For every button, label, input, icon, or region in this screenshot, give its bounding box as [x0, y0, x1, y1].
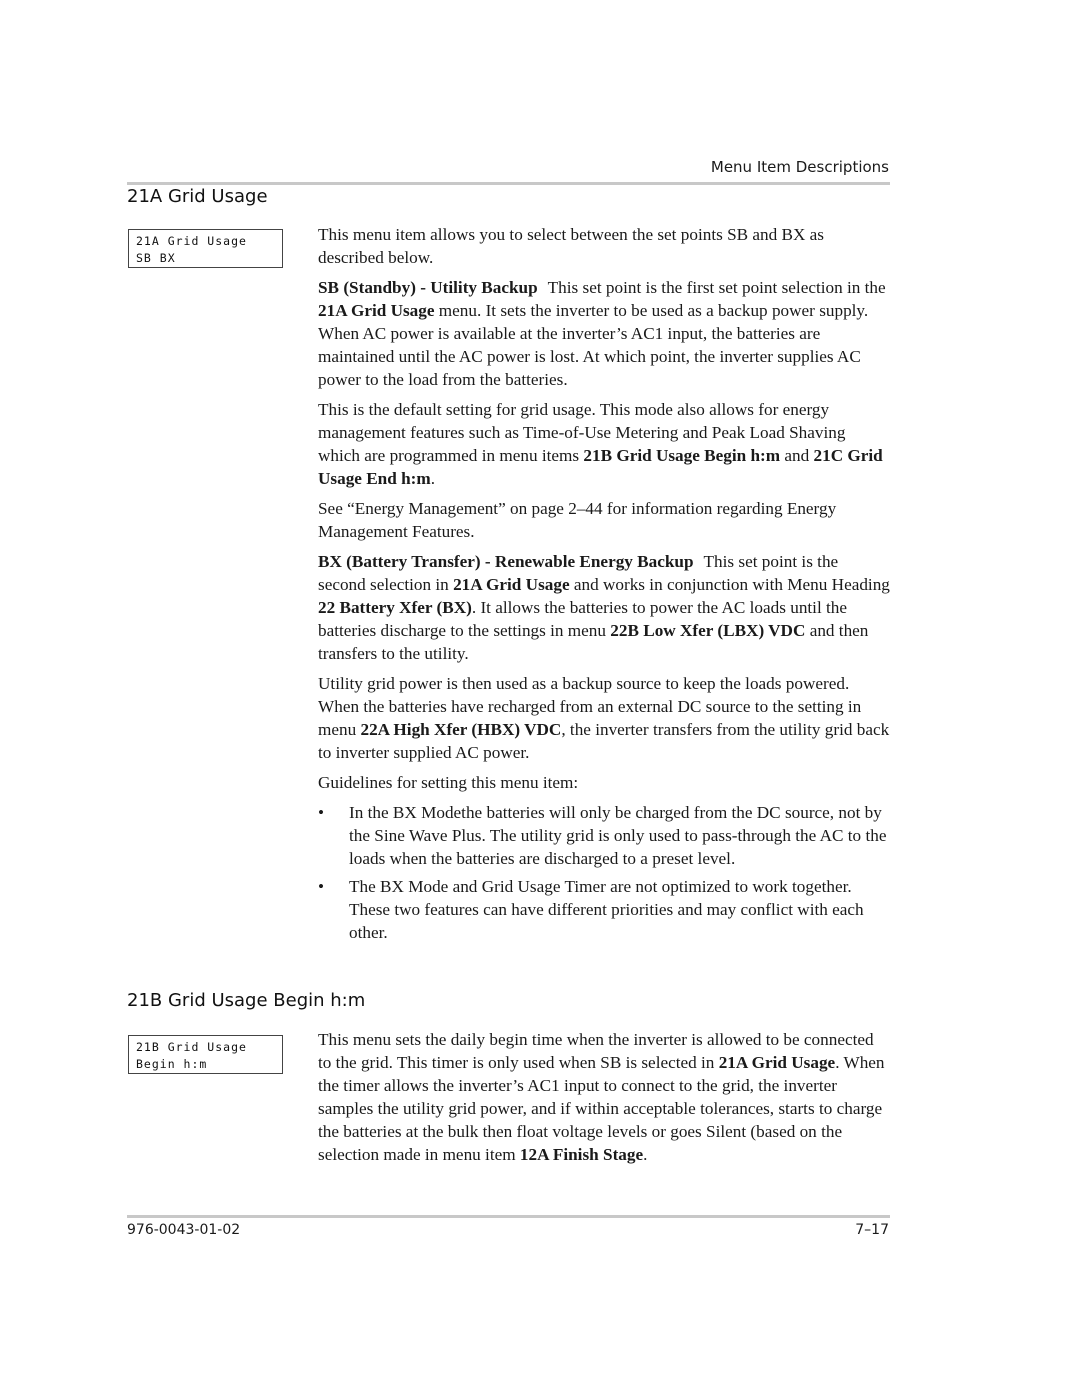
document-number: 976-0043-01-02	[127, 1222, 241, 1238]
lcd-display-21a	[128, 229, 283, 268]
begin-time-paragraph: This menu sets the daily begin time when the inverter is allowed to be connected to the grid. This timer is only used when SB is selected in 21A Grid Usage. When the timer allows the inverter’s AC1 input to connect to the grid, the inverter samples the utility grid power, and if within acceptable tolerances, starts to charge the batteries at the bulk then float voltage levels or goes Silent (based on the selection made in menu item 12A Finish Stage.	[318, 1030, 885, 1164]
default-setting-paragraph: This is the default setting for grid usage. This mode also allows for energy management features such as Time-of-Use Metering and Peak Load Shaving which are programmed in menu items 21B Grid Usage Begin h:m and 21C Grid Usage End h:m.	[318, 400, 883, 488]
lcd-line-2: Begin h:m	[136, 1057, 208, 1071]
bullet-icon: •	[318, 803, 325, 822]
list-item: • The BX Mode and Grid Usage Timer are not optimized to work together. These two features can have different priorities and may conflict with each other.	[318, 877, 864, 942]
lcd-display-21b	[128, 1035, 283, 1074]
sb-paragraph: SB (Standby) - Utility Backup This set point is the first set point selection in the 21A Grid Usage menu. It sets the inverter to be used as a backup power supply. When AC power is available at the inverter’s AC1 input, the batteries are maintained until the AC power is lost. At which point, the inverter supplies AC power to the load from the batteries.	[318, 278, 886, 389]
bx-paragraph: BX (Battery Transfer) - Renewable Energy Backup This set point is the second selection in 21A Grid Usage and works in conjunction with Menu Heading 22 Battery Xfer (BX). It allows the batteries to power the AC loads until the batteries discharge to the settings in menu 22B Low Xfer (LBX) VDC and then transfers to the utility.	[318, 552, 890, 663]
bullet-icon: •	[318, 877, 325, 896]
section-heading-21b: 21B Grid Usage Begin h:m	[127, 990, 366, 1011]
section-21a-body	[318, 223, 890, 951]
sb-run-in-title: SB (Standby) - Utility Backup	[318, 278, 538, 297]
running-header: Menu Item Descriptions	[710, 158, 889, 176]
page-number: 7–17	[855, 1222, 889, 1238]
guidelines-list	[318, 801, 890, 944]
intro-paragraph: This menu item allows you to select between the set points SB and BX as described below.	[318, 225, 824, 267]
header-rule	[127, 182, 890, 185]
list-item: • In the BX Modethe batteries will only be charged from the DC source, not by the Sine Wave Plus. The utility grid is only used to pass-through the AC to the loads when the batteries are discharged to a preset level.	[318, 803, 887, 868]
utility-grid-paragraph: Utility grid power is then used as a backup source to keep the loads powered. When the batteries have recharged from an external DC source to the setting in menu 22A High Xfer (HBX) VDC, the inverter transfers from the utility grid back to inverter supplied AC power.	[318, 674, 890, 762]
footer-rule	[127, 1215, 890, 1218]
lcd-line-1: 21A Grid Usage	[136, 234, 247, 248]
see-energy-management-paragraph: See “Energy Management” on page 2–44 for information regarding Energy Management Features.	[318, 499, 837, 541]
section-21b-body	[318, 1028, 890, 1173]
lcd-line-1: 21B Grid Usage	[136, 1040, 247, 1054]
guidelines-lead: Guidelines for setting this menu item:	[318, 773, 579, 792]
section-heading-21a: 21A Grid Usage	[127, 186, 268, 207]
lcd-line-2: SB BX	[136, 251, 176, 265]
bx-run-in-title: BX (Battery Transfer) - Renewable Energy Backup	[318, 552, 694, 571]
